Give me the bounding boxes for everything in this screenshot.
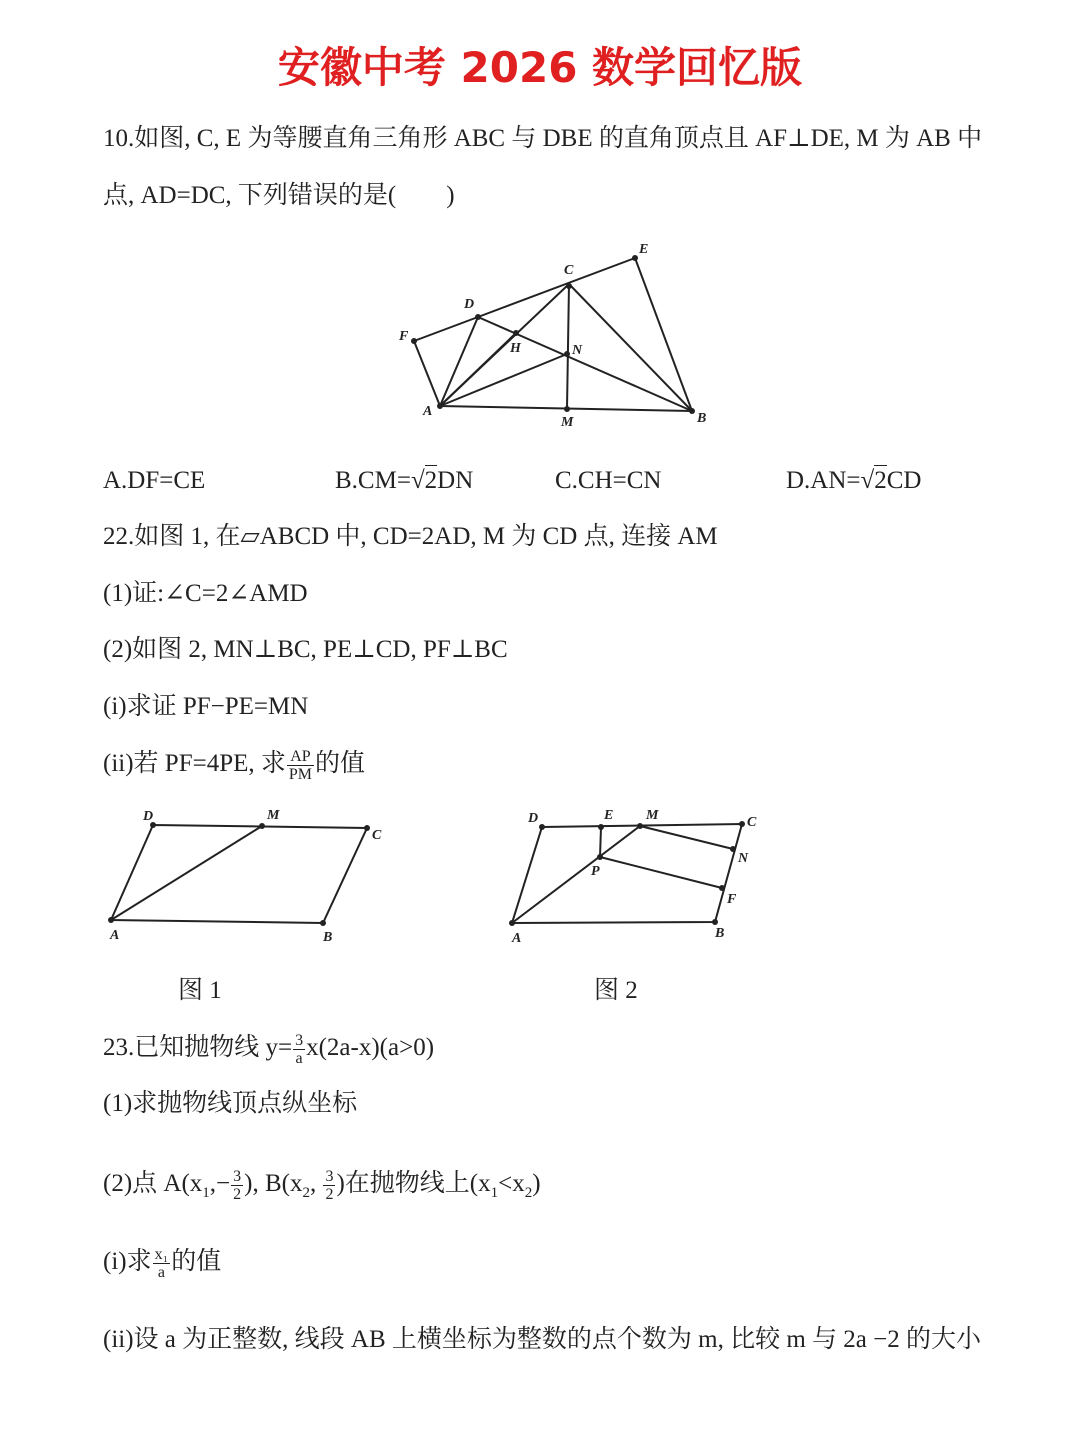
q10-label-A: A xyxy=(423,404,433,419)
q22-part2-i: (i)求证 PF−PE=MN xyxy=(103,693,309,720)
fig2-label-P: P xyxy=(591,864,600,879)
q10-option-c: C.CH=CN xyxy=(555,467,662,494)
q10-label-F: F xyxy=(399,329,409,344)
q23-part2-ii: (ii)设 a 为正整数, 线段 AB 上横坐标为整数的点个数为 m, 比较 m 与 2a −2 的大小 xyxy=(103,1326,981,1353)
fig1-caption: 图 1 xyxy=(178,977,222,1004)
page-title: 安徽中考 2026 数学回忆版 xyxy=(277,43,803,92)
q10-label-M: M xyxy=(561,415,574,430)
fig2-label-M: M xyxy=(646,808,659,823)
fig2-caption: 图 2 xyxy=(594,977,638,1004)
q10-label-H: H xyxy=(510,341,521,356)
q23-part1: (1)求抛物线顶点纵坐标 xyxy=(103,1090,358,1117)
q10-label-E: E xyxy=(639,242,649,257)
fig2-label-F: F xyxy=(727,892,737,907)
q10-option-d: D.AN=√2CD xyxy=(786,467,922,494)
fig1-label-M: M xyxy=(267,808,280,823)
fig1-label-B: B xyxy=(323,930,333,945)
fig2-label-C: C xyxy=(747,815,757,830)
q23-part2: (2)点 $A(x_1,-$ $\frac{3}{2}$ ), $B(x_2$, $\frac{3}{2}$ )在抛物线上$(x_1<x_2)$ xyxy=(103,1168,541,1203)
q10-stem-line2: 点, AD=DC, 下列错误的是( ) xyxy=(103,182,455,209)
q10-label-N: N xyxy=(572,343,583,358)
fig2-label-N: N xyxy=(738,851,749,866)
fig2-label-A: A xyxy=(512,931,522,946)
q10-option-a: A.DF=CE xyxy=(103,467,206,494)
q10-option-b: B.CM=√2DN xyxy=(335,467,474,494)
q10-label-D: D xyxy=(464,297,475,312)
q22-part1: (1)证:∠C=2∠AMD xyxy=(103,580,308,607)
fig2-label-D: D xyxy=(528,811,539,826)
q10-label-C: C xyxy=(564,263,574,278)
fig1-label-A: A xyxy=(110,928,120,943)
fig2-label-B: B xyxy=(715,926,725,941)
q23-stem: 23.已知抛物线 y= $\frac{3}{a}$ x(2a-x)(a>0) xyxy=(103,1032,435,1067)
q22-stem: 22.如图 1, 在▱ABCD 中, CD=2AD, M 为 CD 点, 连接 AM xyxy=(103,523,718,550)
fig1-label-C: C xyxy=(372,828,382,843)
q10-stem-line1: 10.如图, C, E 为等腰直角三角形 ABC 与 DBE 的直角顶点且 AF⊥DE, M 为 AB 中 xyxy=(103,125,983,152)
fig1-label-D: D xyxy=(143,809,154,824)
q22-part2: (2)如图 2, MN⊥BC, PE⊥CD, PF⊥BC xyxy=(103,636,508,663)
q10-label-B: B xyxy=(697,411,707,426)
fig2-label-E: E xyxy=(604,808,614,823)
q23-part2-i: (i)求 $\frac{\text{x₁}}{a}$ 的值 xyxy=(103,1246,222,1281)
q22-part2-ii: (ii)若 PF=4PE, 求 $\frac{AP}{PM}$ 的值 xyxy=(103,748,366,783)
